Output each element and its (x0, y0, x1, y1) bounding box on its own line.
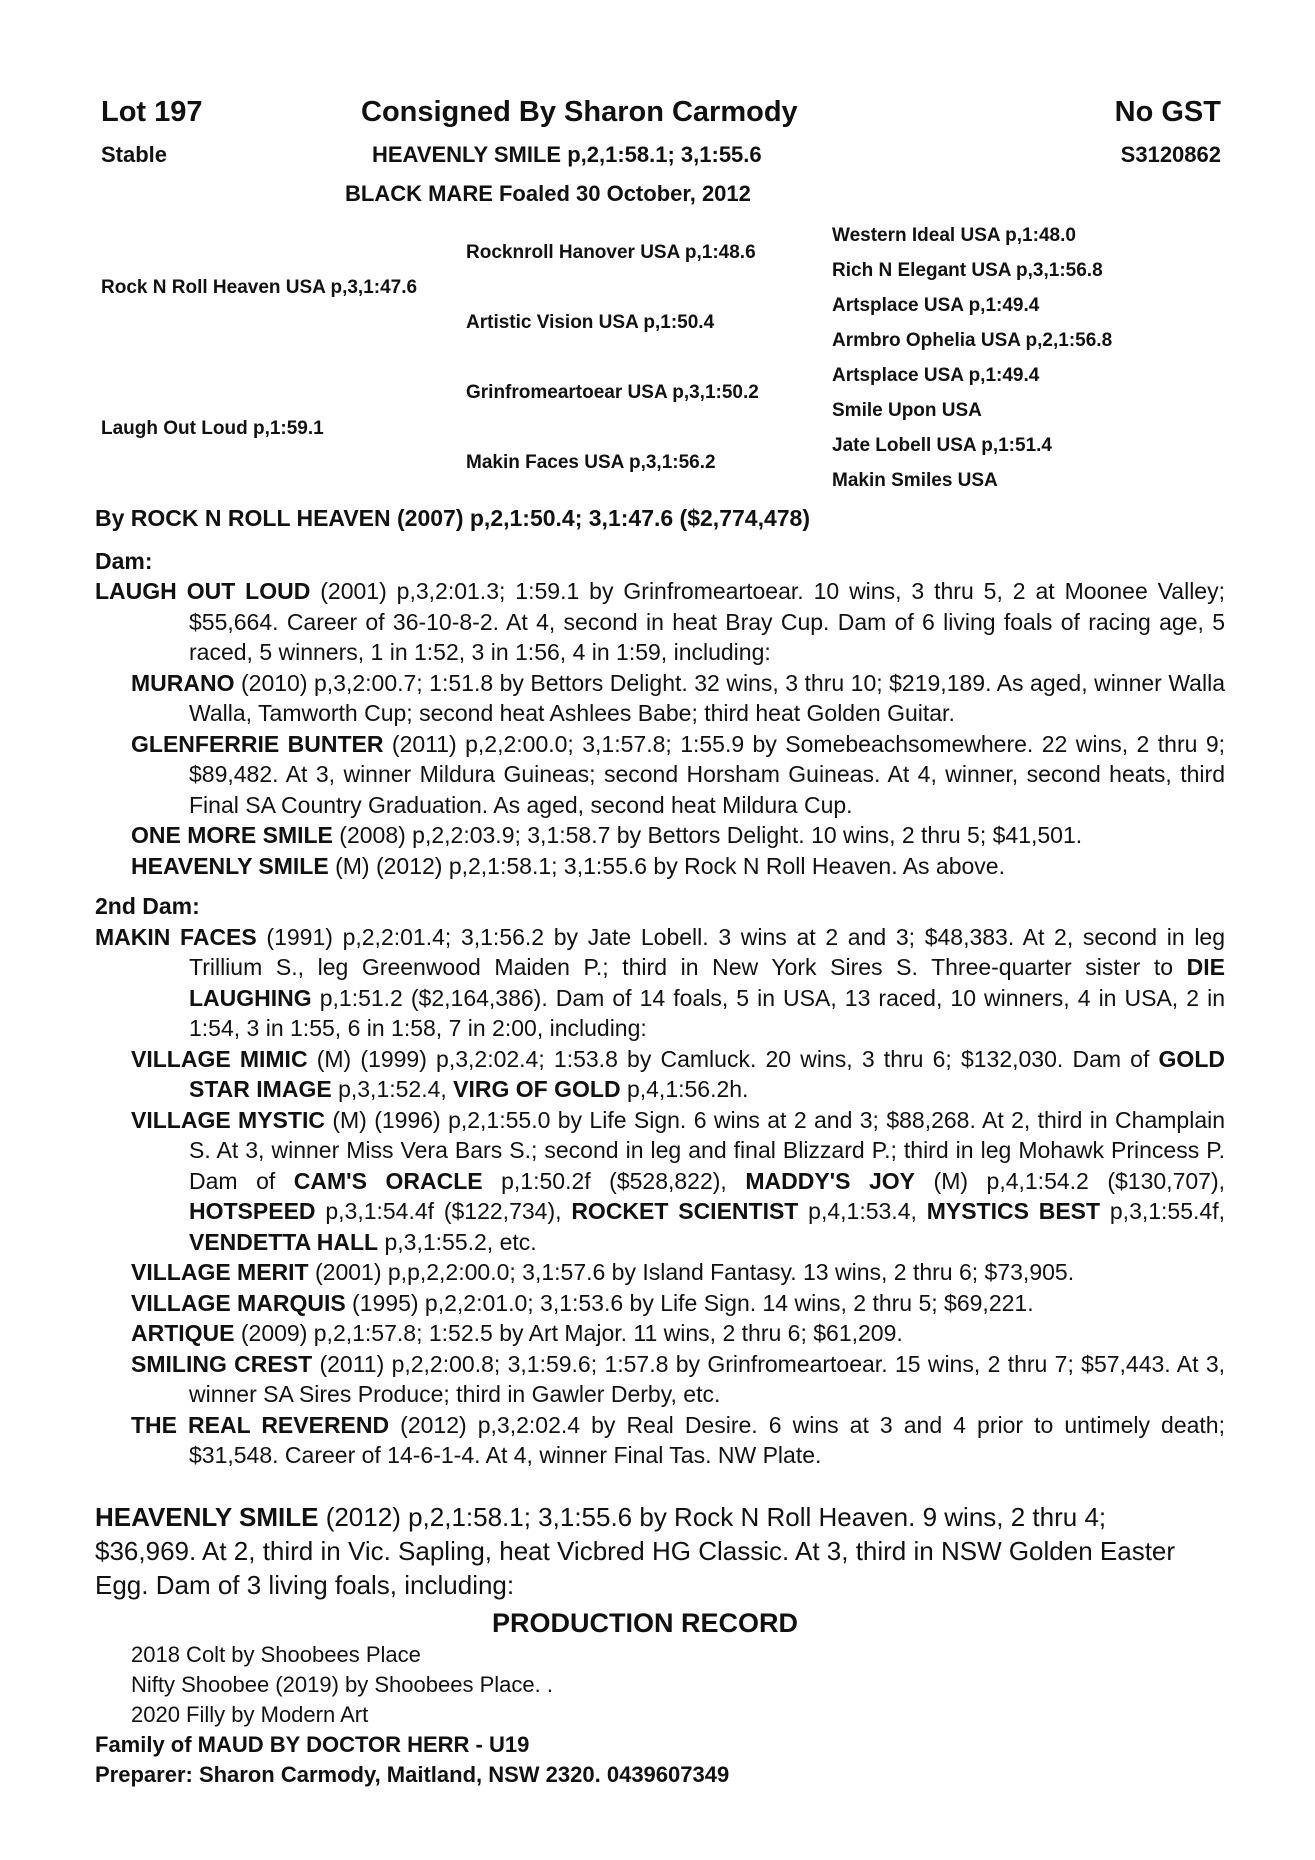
stable-label: Stable (101, 142, 168, 167)
second-dam-entry: MAKIN FACES (1991) p,2,2:01.4; 3,1:56.2 by Jate Lobell. 3 wins at 2 and 3; $48,383. At 2, second in leg Trillium S., leg Greenwood Maiden P.; third in New York Sires S. Three-quarter sister to DIE LAUGHING p,1:51.2 ($2,164,386). Dam of 14 foals, 5 in USA, 13 raced, 10 winners, 4 in USA, 2 in 1:54, 3 in 1:55, 6 in 1:58, 7 in 2:00, including: (95, 923, 1226, 1041)
pedigree-g2: Rich N Elegant USA p,3,1:56.8 (832, 260, 1103, 281)
summary-text: HEAVENLY SMILE (2012) p,2,1:58.1; 3,1:55.6 by Rock N Roll Heaven. 9 wins, 2 thru 4; $36,969. At 2, third in Vic. Sapling, heat Vicbred HG Classic. At 3, third in NSW Golden Easter Egg. Dam of 3 living foals, including: (95, 1502, 1176, 1600)
dam-entry: LAUGH OUT LOUD (2001) p,3,2:01.3; 1:59.1 by Grinfromeartoear. 10 wins, 3 thru 5, 2 at Moonee Valley; $55,664. Career of 36-10-8-2. At 4, second in heat Bray Cup. Dam of 6 living foals of racing age, 5 raced, 5 winners, 1 in 1:52, 3 in 1:56, 4 in 1:59, including: (95, 578, 1225, 665)
pedigree-g1: Western Ideal USA p,1:48.0 (832, 225, 1076, 246)
horse-description: BLACK MARE Foaled 30 October, 2012 (345, 181, 751, 206)
foal-entry: HEAVENLY SMILE (M) (2012) p,2,1:58.1; 3,1:55.6 by Rock N Roll Heaven. As above. (131, 852, 1005, 879)
foal-entry: VILLAGE MERIT (2001) p,p,2,2:00.0; 3,1:57.6 by Island Fantasy. 13 wins, 2 thru 6; $73,905. (131, 1259, 1075, 1285)
foal-entry: SMILING CREST (2011) p,2,2:00.8; 3,1:59.6; 1:57.8 by Grinfromeartoear. 15 wins, 2 thru 7; $57,443. At 3, winner SA Sires Produce; third in Gawler Derby, etc. (131, 1350, 1226, 1407)
foal-entry: THE REAL REVEREND (2012) p,3,2:02.4 by Real Desire. 6 wins at 3 and 4 prior to untimely death; $31,548. Career of 14-6-1-4. At 4, winner Final Tas. NW Plate. (131, 1411, 1225, 1468)
pedigree-dam-sire: Grinfromeartoear USA p,3,1:50.2 (466, 382, 759, 403)
pedigree-notes (95, 503, 1225, 1471)
pedigree-sire-sire: Rocknroll Hanover USA p,1:48.6 (466, 242, 756, 263)
pedigree-g7: Jate Lobell USA p,1:51.4 (832, 435, 1052, 456)
pedigree-dam-dam: Makin Faces USA p,3,1:56.2 (466, 452, 716, 473)
summary (95, 1500, 1195, 1790)
preparer-line: Preparer: Sharon Carmody, Maitland, NSW 2320. 0439607349 (95, 1762, 730, 1787)
pedigree-g6: Smile Upon USA (832, 400, 982, 421)
by-line: By ROCK N ROLL HEAVEN (2007) p,2,1:50.4; 3,1:47.6 ($2,774,478) (95, 505, 810, 531)
second-dam-heading: 2nd Dam: (95, 893, 200, 919)
foal-entry: GLENFERRIE BUNTER (2011) p,2,2:00.0; 3,1:57.8; 1:55.9 by Somebeachsomewhere. 22 wins, 2 thru 9; $89,482. At 3, winner Mildura Guineas; second Horsham Guineas. At 4, winner, second heats, third Final SA Country Graduation. As aged, second heat Mildura Cup. (131, 730, 1226, 818)
production-item: 2018 Colt by Shoobees Place (131, 1642, 421, 1667)
horse-line: HEAVENLY SMILE p,2,1:58.1; 3,1:55.6 (372, 142, 762, 167)
consignor: Consigned By Sharon Carmody (361, 96, 798, 128)
production-title: PRODUCTION RECORD (491, 1608, 798, 1638)
production-item: Nifty Shoobee (2019) by Shoobees Place. . (131, 1672, 553, 1697)
pedigree-dam: Laugh Out Loud p,1:59.1 (101, 418, 324, 439)
gst-status: No GST (1114, 96, 1221, 128)
pedigree-g8: Makin Smiles USA (832, 470, 998, 491)
pedigree-g4: Armbro Ophelia USA p,2,1:56.8 (832, 330, 1113, 351)
lot-number: Lot 197 (101, 96, 203, 128)
production-item: 2020 Filly by Modern Art (131, 1702, 369, 1727)
foal-entry: VILLAGE MYSTIC (M) (1996) p,2,1:55.0 by Life Sign. 6 wins at 2 and 3; $88,268. At 2, third in Champlain S. At 3, winner Miss Vera Bars S.; second in leg and final Blizzard P.; third in leg Mohawk Princess P. Dam of CAM'S ORACLE p,1:50.2f ($528,822), MADDY'S JOY (M) p,4,1:54.2 ($130,707), HOTSPEED p,3,1:54.4f ($122,734), ROCKET SCIENTIST p,4,1:53.4, MYSTICS BEST p,3,1:55.4f, VENDETTA HALL p,3,1:55.2, etc. (131, 1106, 1226, 1255)
pedigree-sire: Rock N Roll Heaven USA p,3,1:47.6 (101, 277, 418, 298)
dam-name: LAUGH OUT LOUD (95, 578, 311, 604)
pedigree-g5: Artsplace USA p,1:49.4 (832, 365, 1040, 386)
foal-entry: VILLAGE MARQUIS (1995) p,2,2:01.0; 3,1:53.6 by Life Sign. 14 wins, 2 thru 5; $69,221. (131, 1289, 1034, 1316)
dam-heading: Dam: (95, 547, 153, 574)
pedigree-sire-dam: Artistic Vision USA p,1:50.4 (466, 312, 715, 333)
foal-entry: VILLAGE MIMIC (M) (1999) p,3,2:02.4; 1:53.8 by Camluck. 20 wins, 3 thru 6; $132,030. Dam of GOLD STAR IMAGE p,3,1:52.4, VIRG OF GOLD p,4,1:56.2h. (131, 1045, 1225, 1102)
foal-entry: MURANO (2010) p,3,2:00.7; 1:51.8 by Bettors Delight. 32 wins, 3 thru 10; $219,189. As aged, winner Walla Walla, Tamworth Cup; second heat Ashlees Babe; third heat Golden Guitar. (131, 669, 1225, 726)
family-line: Family of MAUD BY DOCTOR HERR - U19 (95, 1732, 530, 1757)
pedigree-g3: Artsplace USA p,1:49.4 (832, 295, 1040, 316)
horse-id: S3120862 (1120, 142, 1221, 167)
foal-entry: ONE MORE SMILE (2008) p,2,2:03.9; 3,1:58.7 by Bettors Delight. 10 wins, 2 thru 5; $41,501. (131, 822, 1083, 848)
foal-entry: ARTIQUE (2009) p,2,1:57.8; 1:52.5 by Art Major. 11 wins, 2 thru 6; $61,209. (131, 1320, 903, 1346)
